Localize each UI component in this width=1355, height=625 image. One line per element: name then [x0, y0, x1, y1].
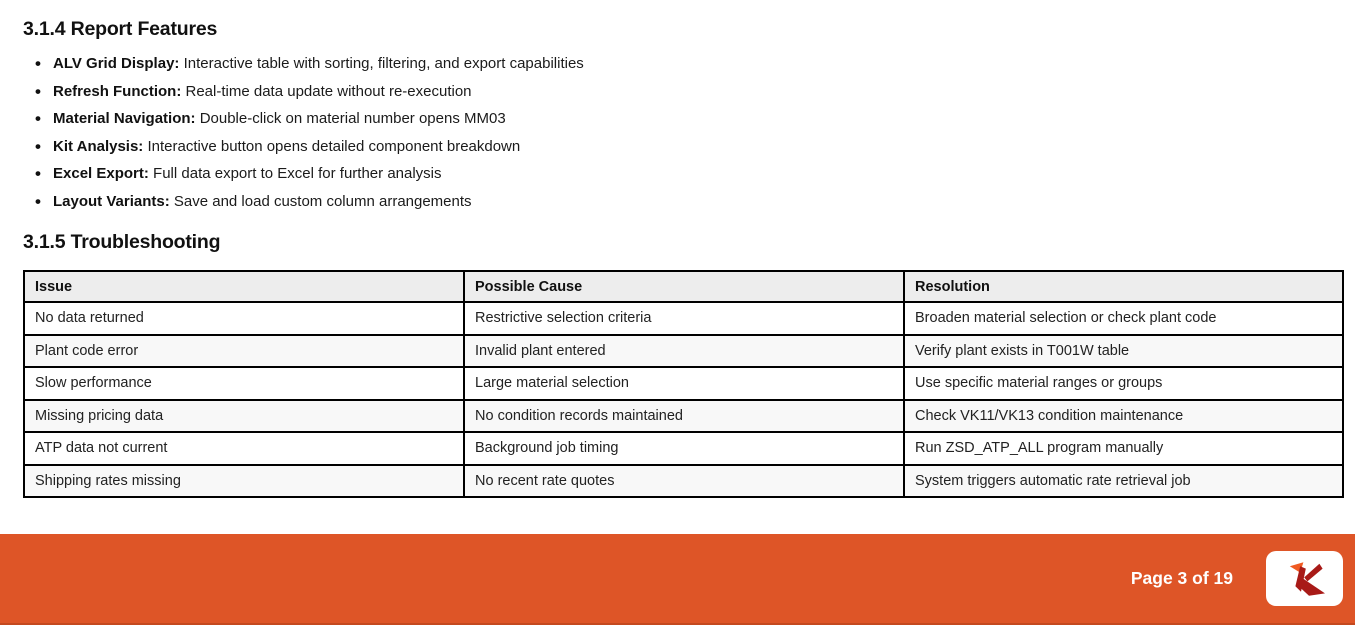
cell-issue: Slow performance: [24, 367, 464, 400]
table-row: [24, 367, 1343, 400]
list-item: [23, 78, 1333, 106]
table-row: [24, 400, 1343, 433]
section-heading-report-features: 3.1.4 Report Features: [23, 18, 218, 40]
page-number: Page 3 of 19: [1130, 568, 1233, 588]
bullet-label: Layout Variants:: [53, 192, 170, 210]
column-header-issue: Issue: [24, 271, 464, 302]
table-row: [24, 335, 1343, 368]
table-header-row: [24, 271, 1343, 302]
bullet-text: Interactive table with sorting, filtering, and export capabilities: [179, 55, 584, 72]
list-item: [23, 160, 1333, 188]
section-heading-troubleshooting: 3.1.5 Troubleshooting: [23, 231, 221, 253]
cell-issue: Plant code error: [24, 335, 464, 368]
logo-lower-leg-shape: [1297, 576, 1324, 595]
cell-resolution: Run ZSD_ATP_ALL program manually: [904, 432, 1343, 465]
bullet-text: Save and load custom column arrangements: [169, 192, 472, 210]
table-row: [24, 432, 1343, 465]
list-item: [23, 105, 1333, 133]
brand-logo: [1266, 551, 1343, 606]
troubleshooting-table: [23, 270, 1344, 498]
cell-resolution: Verify plant exists in T001W table: [904, 335, 1343, 368]
bullet-label: Refresh Function:: [53, 82, 182, 100]
feature-list: [23, 50, 1333, 216]
cell-cause: Restrictive selection criteria: [464, 302, 904, 335]
bullet-text: Double-click on material number opens MM03: [195, 110, 506, 128]
cell-cause: Invalid plant entered: [464, 335, 904, 368]
cell-cause: Background job timing: [464, 432, 904, 465]
cell-resolution: Use specific material ranges or groups: [904, 367, 1343, 400]
column-header-possible-cause: Possible Cause: [464, 271, 904, 302]
cell-issue: No data returned: [24, 302, 464, 335]
cell-resolution: Broaden material selection or check plant code: [904, 302, 1343, 335]
cell-issue: ATP data not current: [24, 432, 464, 465]
list-item: [23, 50, 1333, 78]
logo-upper-arm-shape: [1304, 563, 1322, 581]
cell-resolution: System triggers automatic rate retrieval job: [904, 465, 1343, 498]
table-row: [24, 302, 1343, 335]
k-bird-logo-icon: [1281, 559, 1329, 599]
bullet-label: Excel Export:: [53, 165, 149, 183]
list-item: [23, 188, 1333, 216]
bullet-text: Real-time data update without re-execution: [181, 82, 472, 100]
cell-cause: No recent rate quotes: [464, 465, 904, 498]
cell-cause: Large material selection: [464, 367, 904, 400]
page-footer: [0, 534, 1355, 625]
cell-issue: Missing pricing data: [24, 400, 464, 433]
cell-issue: Shipping rates missing: [24, 465, 464, 498]
bullet-text: Full data export to Excel for further analysis: [148, 165, 442, 183]
column-header-resolution: Resolution: [904, 271, 1343, 302]
bullet-label: ALV Grid Display:: [53, 55, 180, 72]
cell-cause: No condition records maintained: [464, 400, 904, 433]
bullet-text: Interactive button opens detailed component breakdown: [143, 137, 521, 155]
bullet-label: Kit Analysis:: [53, 137, 144, 155]
list-item: [23, 133, 1333, 161]
table-row: [24, 465, 1343, 498]
cell-resolution: Check VK11/VK13 condition maintenance: [904, 400, 1343, 433]
bullet-label: Material Navigation:: [53, 110, 196, 128]
